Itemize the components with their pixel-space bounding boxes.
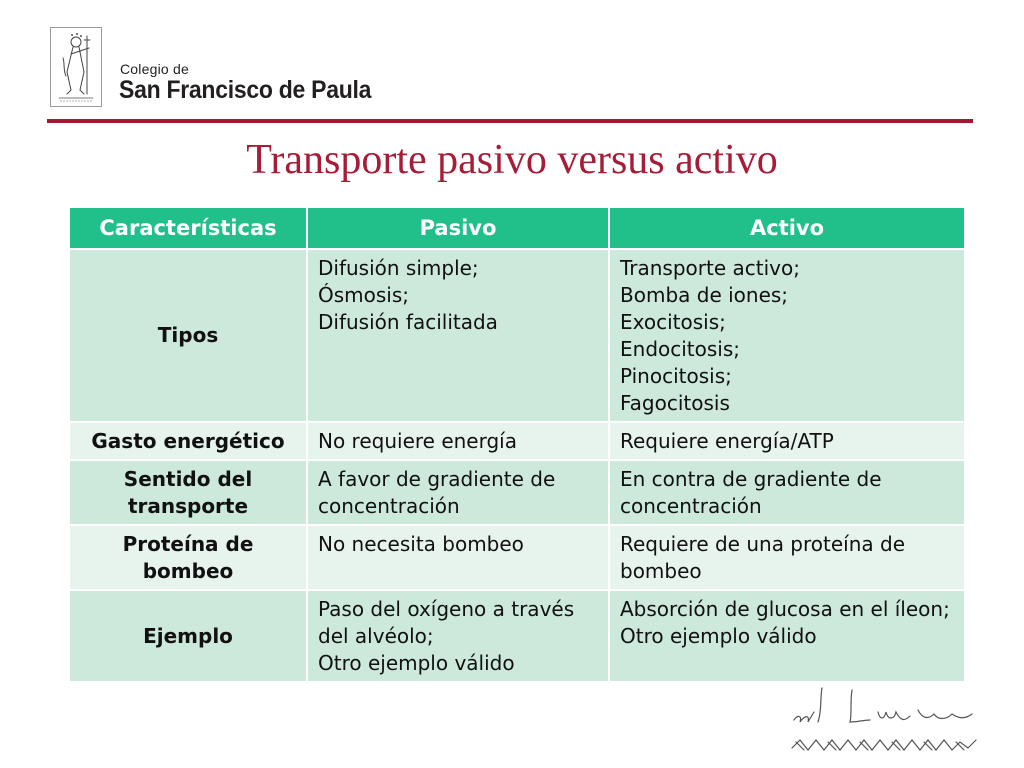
header-pasivo: Pasivo	[307, 207, 609, 249]
gasto-activo-cell	[609, 422, 965, 460]
header-divider	[47, 119, 973, 123]
row-label-gasto-energetico: Gasto energético	[69, 422, 307, 460]
school-prefix: Colegio de	[120, 61, 189, 77]
cell-line: Ósmosis;	[318, 283, 410, 307]
cell-line: Endocitosis;	[620, 337, 741, 361]
gasto-pasivo-cell	[307, 422, 609, 460]
cell-line: Bomba de iones;	[620, 283, 789, 307]
table-row	[69, 590, 965, 682]
handwritten-signature	[788, 684, 988, 764]
cell-line: Otro ejemplo válido	[620, 624, 817, 648]
header-activo: Activo	[609, 207, 965, 249]
school-logo	[50, 27, 102, 107]
cell-line: Paso del oxígeno a través del alvéolo;	[318, 597, 575, 648]
ejemplo-pasivo-cell	[307, 590, 609, 682]
row-label-proteina-bombeo: Proteína de bombeo	[69, 525, 307, 590]
header-caracteristicas: Características	[69, 207, 307, 249]
cell-line: En contra de gradiente de concentración	[620, 467, 882, 518]
proteina-pasivo-cell	[307, 525, 609, 590]
tipos-activo-cell	[609, 249, 965, 422]
cell-line: Transporte activo;	[620, 256, 800, 280]
sentido-pasivo-cell	[307, 460, 609, 525]
cell-line: Exocitosis;	[620, 310, 726, 334]
cell-line: Difusión facilitada	[318, 310, 498, 334]
cell-line: Fagocitosis	[620, 391, 730, 415]
proteina-activo-cell	[609, 525, 965, 590]
cell-line: No requiere energía	[318, 429, 517, 453]
saint-figure-logo-icon	[51, 28, 101, 106]
table-row	[69, 422, 965, 460]
table-header-row	[69, 207, 965, 249]
tipos-pasivo-cell	[307, 249, 609, 422]
cell-line: Pinocitosis;	[620, 364, 732, 388]
cell-line: Otro ejemplo válido	[318, 651, 515, 675]
slide-title: Transporte pasivo versus activo	[246, 137, 778, 183]
cell-line: Requiere de una proteína de bombeo	[620, 532, 906, 583]
cell-line: Requiere energía/ATP	[620, 429, 834, 453]
cell-line: No necesita bombeo	[318, 532, 524, 556]
row-label-ejemplo: Ejemplo	[69, 590, 307, 682]
cell-line: Absorción de glucosa en el íleon;	[620, 597, 950, 621]
comparison-table	[68, 206, 966, 683]
table-row	[69, 460, 965, 525]
ejemplo-activo-cell	[609, 590, 965, 682]
cell-line: Difusión simple;	[318, 256, 479, 280]
table-row	[69, 249, 965, 422]
row-label-sentido-transporte: Sentido del transporte	[69, 460, 307, 525]
school-name: San Francisco de Paula	[119, 76, 372, 104]
table-row	[69, 525, 965, 590]
cell-line: A favor de gradiente de concentración	[318, 467, 556, 518]
sentido-activo-cell	[609, 460, 965, 525]
row-label-tipos: Tipos	[69, 249, 307, 422]
